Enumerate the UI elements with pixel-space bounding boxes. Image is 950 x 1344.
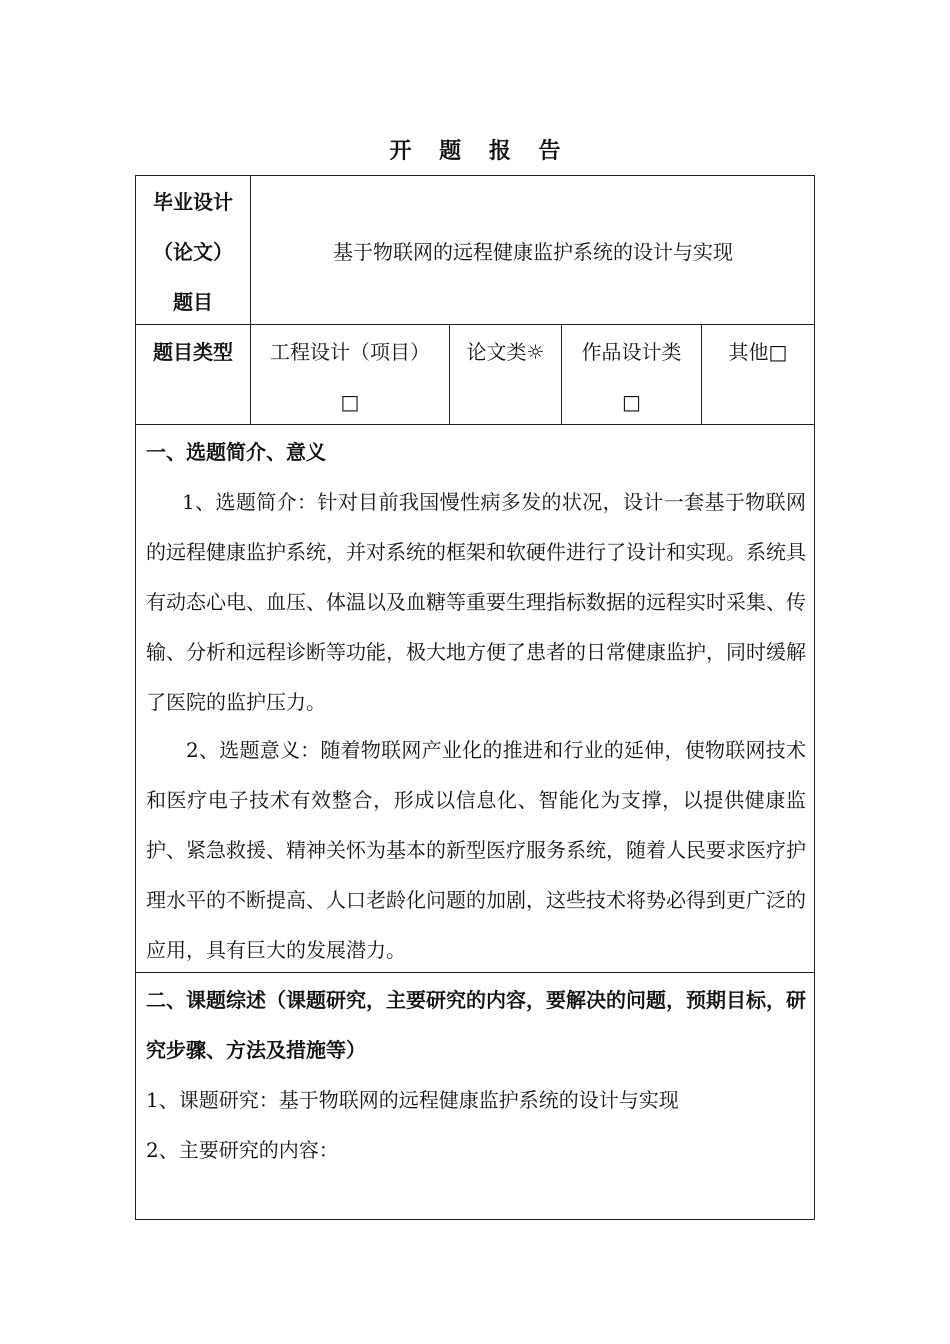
type-option-thesis: 论文类☼ — [466, 340, 545, 364]
topic-value: 基于物联网的远程健康监护系统的设计与实现 — [333, 240, 733, 264]
page-title: 开 题 报 告 — [389, 138, 571, 164]
topic-label-line-3: 题目 — [173, 290, 213, 314]
type-option-engineering-checkbox[interactable]: □ — [340, 390, 360, 414]
topic-label-line-1: 毕业设计 — [153, 190, 233, 214]
type-option-engineering: 工程设计（项目） — [270, 340, 430, 364]
type-label: 题目类型 — [153, 340, 233, 364]
type-option-work-design-checkbox[interactable]: □ — [622, 390, 641, 414]
type-option-work-design: 作品设计类 — [581, 340, 682, 364]
section2-heading: 二、课题综述（课题研究，主要研究的内容，要解决的问题，预期目标，研究步骤、方法及措施等） — [146, 988, 806, 1062]
topic-label-line-2: （论文） — [153, 240, 233, 264]
section1-intro-paragraph: 1、选题简介：针对目前我国慢性病多发的状况，设计一套基于物联网的远程健康监护系统，并对系统的框架和软硬件进行了设计和实现。系统具有动态心电、血压、体温以及血糖等重要生理指标数据的远程实时采集、传输、分析和远程诊断等功能，极大地方便了患者的日常健康监护，同时缓解了医院的监护压力。 — [146, 490, 806, 714]
section2-item-content: 2、主要研究的内容： — [146, 1138, 339, 1162]
row-divider-type — [135, 424, 815, 425]
section2-item-research: 1、课题研究：基于物联网的远程健康监护系统的设计与实现 — [146, 1088, 679, 1112]
type-option-other: 其他□ — [728, 340, 788, 364]
section1-significance-paragraph: 2、选题意义：随着物联网产业化的推进和行业的延伸，使物联网技术和医疗电子技术有效整合，形成以信息化、智能化为支撑，以提供健康监护、紧急救援、精神关怀为基本的新型医疗服务系统，随着人民要求医疗护理水平的不断提高、人口老龄化问题的加剧，这些技术将势必得到更广泛的应用，具有巨大的发展潜力。 — [146, 738, 806, 962]
section1-heading: 一、选题简介、意义 — [146, 440, 326, 464]
